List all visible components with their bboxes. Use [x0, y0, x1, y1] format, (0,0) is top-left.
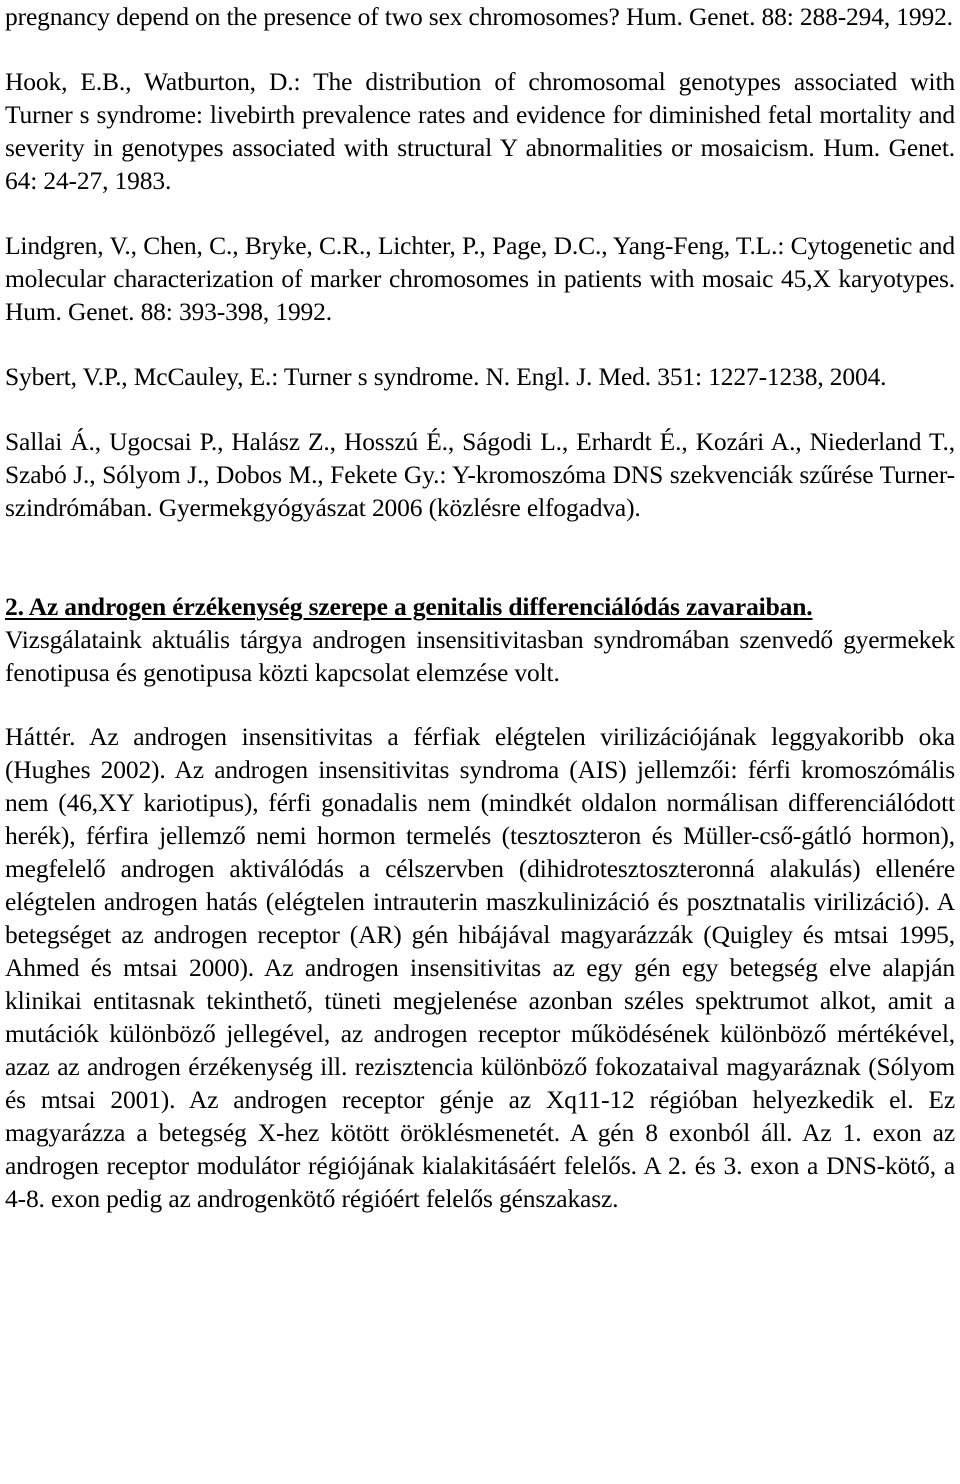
reference-entry: Sallai Á., Ugocsai P., Halász Z., Hosszú É., Ságodi L., Erhardt É., Kozári A., Niederland T., Szabó J., Sólyom J., Dobos M., Fekete Gy.: Y-kromoszóma DNS szekvenciák szűrése Turner-szindrómában. Gyermekgyógyászat 2006 (közlésre elfogadva). [5, 427, 955, 522]
intro-paragraph: Vizsgálataink aktuális tárgya androgen insensitivitasban syndromában szenvedő gyermekek fenotipusa és genotipusa közti kapcsolat elemzése volt. [5, 625, 955, 687]
reference-entry: Hook, E.B., Watburton, D.: The distribution of chromosomal genotypes associated with Turner s syndrome: livebirth prevalence rates and evidence for diminished fetal mortality and severity in genotypes associated with structural Y abnormalities or mosaicism. Hum. Genet. 64: 24-27, 1983. [5, 67, 955, 195]
background-text: Az androgen insensitivitas a férfiak elégtelen virilizációjának leggyakoribb oka (Hughes 2002). Az androgen insensitivitas syndroma (AIS) jellemzői: férfi kromoszómális nem (46,XY kariotipus), férfi gonadalis nem (mindkét oldalon normálisan differenciálódott herék), férfira jellemző nemi hormon termelés (tesztoszteron és Müller-cső-gátló hormon), megfelelő androgen aktiválódás a célszervben (dihidrotesztoszteronná alakulás) ellenére elégtelen androgen hatás (elégtelen intrauterin maszkulinizáció és posztnatalis virilizáció). A betegséget az androgen receptor (AR) gén hibájával magyarázzák (Quigley és mtsai 1995, Ahmed és mtsai 2000). Az androgen insensitivitas az egy gén egy betegség elve alapján klinikai entitasnak tekinthető, tüneti megjelenése azonban széles spektrumot alkot, amit a mutációk különböző jellegével, az androgen receptor működésének különböző mértékével, azaz az androgen érzékenység ill. rezisztencia különböző fokozataival magyaráznak (Sólyom és mtsai 2001). Az androgen receptor génje az Xq11-12 régióban helyezkedik el. Ez magyarázza a betegség X-hez kötött öröklésmenetét. A gén 8 exonból áll. Az 1. exon az androgen receptor modulátor régiójának kialakitásáért felelős. A 2. és 3. exon a DNS-kötő, a 4-8. exon pedig az androgenkötő régióért felelős génszakasz. [5, 722, 955, 1213]
document-page [5, 0, 955, 1215]
paragraph-gap [5, 689, 955, 720]
section-spacer [5, 524, 955, 590]
background-paragraph [5, 720, 955, 1215]
reference-entry: Sybert, V.P., McCauley, E.: Turner s syndrome. N. Engl. J. Med. 351: 1227-1238, 2004. [5, 362, 887, 391]
reference-entry: pregnancy depend on the presence of two sex chromosomes? Hum. Genet. 88: 288-294, 1992. [5, 2, 953, 31]
section-heading: 2. Az androgen érzékenység szerepe a genitalis differenciálódás zavaraiban. [5, 592, 813, 621]
background-label: Háttér. [5, 722, 76, 751]
reference-entry: Lindgren, V., Chen, C., Bryke, C.R., Lichter, P., Page, D.C., Yang-Feng, T.L.: Cytogenetic and molecular characterization of marker chromosomes in patients with mosaic 45,X karyotypes. Hum. Genet. 88: 393-398, 1992. [5, 231, 955, 326]
